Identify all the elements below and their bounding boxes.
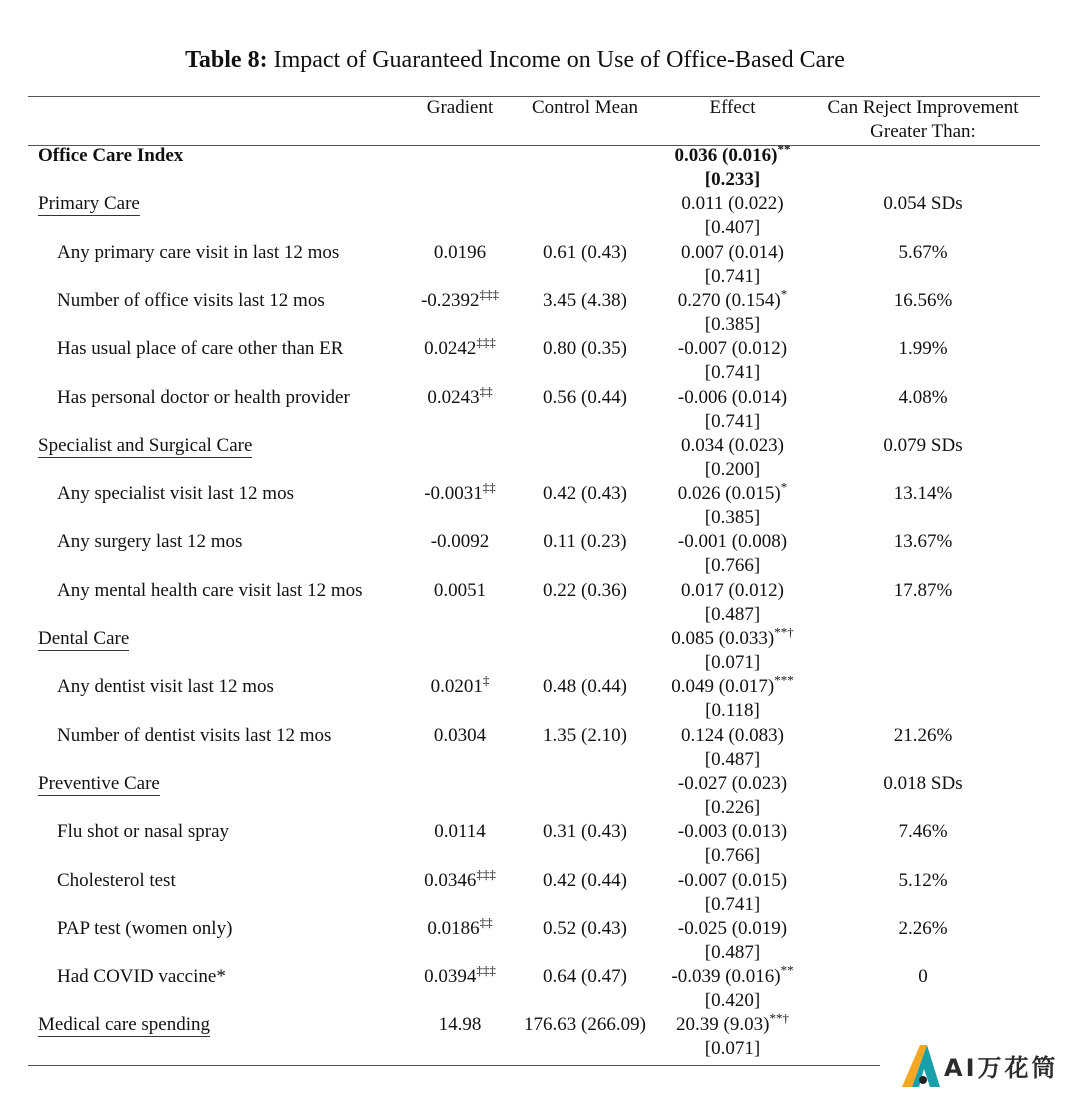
row-label: [57, 724, 331, 748]
gradient-number: 0.0243: [427, 387, 480, 408]
reject-threshold: [820, 965, 1026, 989]
q-value-text: [0.766]: [704, 555, 761, 576]
reject-threshold: [820, 482, 1026, 506]
effect-estimate: 0.034 (0.023): [681, 435, 784, 456]
table-caption: Impact of Guaranteed Income on Use of Office-Based Care: [267, 47, 845, 73]
q-value-text: [0.741]: [704, 894, 761, 915]
reject-threshold: [820, 820, 1026, 844]
effect-value: [655, 579, 810, 603]
effect-significance: **: [777, 141, 791, 157]
effect-estimate: -0.039 (0.016): [671, 966, 781, 987]
control-mean-value: [515, 1013, 655, 1037]
effect-estimate: -0.006 (0.014): [677, 387, 788, 408]
control-mean-text: 0.48 (0.44): [543, 676, 627, 697]
effect-value: [655, 1010, 810, 1037]
reject-threshold: [820, 241, 1026, 265]
q-value: [655, 941, 810, 965]
gradient-number: 0.0201: [430, 676, 483, 697]
effect-estimate: 0.026 (0.015): [677, 483, 781, 504]
q-value-text: [0.233]: [704, 169, 761, 190]
reject-threshold-text: 7.46%: [898, 821, 948, 842]
gradient-number: 0.0114: [434, 821, 486, 842]
table-number: Table 8:: [185, 47, 268, 73]
gradient-number: 0.0196: [433, 242, 487, 263]
effect-value: [655, 386, 810, 410]
q-value: [655, 651, 810, 675]
section-label: [38, 192, 140, 216]
control-mean-text: 0.56 (0.44): [543, 387, 627, 408]
effect-estimate: 0.085 (0.033): [671, 628, 775, 649]
reject-threshold-text: 1.99%: [898, 338, 948, 359]
row-label: [57, 675, 274, 699]
control-mean-value: [515, 530, 655, 554]
q-value: [655, 893, 810, 917]
row-label-text: Medical care spending: [38, 1014, 210, 1035]
gradient-value: [404, 820, 516, 844]
effect-estimate: 0.007 (0.014): [681, 242, 784, 263]
section-label: [38, 144, 183, 168]
row-label-text: Had COVID vaccine*: [57, 966, 226, 987]
q-value: [655, 168, 810, 192]
control-mean-text: 0.61 (0.43): [543, 242, 627, 263]
effect-estimate: -0.007 (0.015): [677, 870, 788, 891]
effect-significance: **†: [774, 624, 794, 640]
q-value-text: [0.385]: [704, 507, 761, 528]
effect-estimate: 0.036 (0.016): [674, 145, 778, 166]
reject-threshold-text: 5.12%: [898, 870, 948, 891]
q-value-text: [0.071]: [704, 652, 761, 673]
effect-estimate: 0.049 (0.017): [671, 676, 775, 697]
control-mean-value: [515, 724, 655, 748]
gradient-significance: ‡‡: [482, 479, 496, 495]
effect-estimate: 20.39 (9.03): [676, 1014, 770, 1035]
header-reject: [810, 96, 1036, 144]
reject-threshold-text: 13.67%: [893, 531, 953, 552]
gradient-number: 0.0186: [427, 918, 480, 939]
row-label: [57, 530, 242, 554]
row-label-text: Any specialist visit last 12 mos: [57, 483, 294, 504]
reject-threshold: [820, 917, 1026, 941]
q-value-text: [0.487]: [704, 749, 761, 770]
control-mean-value: [515, 965, 655, 989]
row-label: [57, 965, 226, 989]
gradient-significance: ‡: [482, 672, 490, 688]
q-value-text: [0.118]: [705, 700, 760, 721]
q-value-text: [0.420]: [704, 990, 761, 1011]
q-value-text: [0.741]: [704, 362, 761, 383]
reject-threshold-text: 0: [918, 966, 928, 987]
q-value-text: [0.741]: [704, 266, 761, 287]
effect-value: [655, 241, 810, 265]
effect-estimate: 0.124 (0.083): [681, 725, 784, 746]
control-mean-text: 0.64 (0.47): [543, 966, 627, 987]
gradient-number: 0.0394: [424, 966, 477, 987]
q-value: [655, 313, 810, 337]
control-mean-text: 0.52 (0.43): [543, 918, 627, 939]
q-value: [655, 410, 810, 434]
row-label-text: Specialist and Surgical Care: [38, 435, 253, 456]
effect-estimate: 0.270 (0.154): [677, 290, 781, 311]
control-mean-text: 3.45 (4.38): [543, 290, 627, 311]
effect-estimate: -0.003 (0.013): [677, 821, 788, 842]
control-mean-value: [515, 869, 655, 893]
control-mean-value: [515, 482, 655, 506]
gradient-value: [404, 579, 516, 603]
effect-value: [655, 672, 810, 699]
gradient-significance: ‡‡‡: [476, 334, 496, 350]
q-value: [655, 554, 810, 578]
reject-threshold: [820, 772, 1026, 796]
row-label: [57, 917, 232, 941]
gradient-value: [404, 479, 516, 506]
gradient-value: [404, 866, 516, 893]
header-effect: Effect: [709, 97, 756, 118]
control-mean-value: [515, 386, 655, 410]
control-mean-value: [515, 579, 655, 603]
section-label: [38, 434, 252, 458]
control-mean-value: [515, 337, 655, 361]
row-label: [57, 241, 339, 265]
gradient-value: [404, 914, 516, 941]
gradient-significance: ‡‡‡: [476, 866, 496, 882]
effect-value: [655, 286, 810, 313]
row-label-text: Preventive Care: [38, 773, 160, 794]
section-label: [38, 627, 129, 651]
row-label-text: Number of dentist visits last 12 mos: [57, 725, 332, 746]
gradient-number: 0.0051: [433, 580, 487, 601]
row-label-text: Number of office visits last 12 mos: [57, 290, 325, 311]
reject-threshold-text: 16.56%: [893, 290, 953, 311]
gradient-significance: ‡‡: [479, 914, 493, 930]
reject-threshold: [820, 869, 1026, 893]
q-value: [655, 796, 810, 820]
effect-estimate: -0.027 (0.023): [677, 773, 788, 794]
reject-threshold: [820, 386, 1026, 410]
reject-threshold: [820, 530, 1026, 554]
control-mean-text: 0.31 (0.43): [543, 821, 627, 842]
q-value-text: [0.200]: [704, 459, 761, 480]
header-reject-line1: Can Reject Improvement: [827, 97, 1019, 118]
effect-value: [655, 141, 810, 168]
row-label-text: Primary Care: [38, 193, 140, 214]
reject-threshold-text: 4.08%: [898, 387, 948, 408]
gradient-value: [404, 530, 516, 554]
control-mean-value: [515, 289, 655, 313]
q-value: [655, 216, 810, 240]
row-label-text: PAP test (women only): [57, 918, 233, 939]
effect-value: [655, 724, 810, 748]
gradient-significance: ‡‡: [479, 383, 493, 399]
effect-significance: **: [780, 962, 794, 978]
effect-value: [655, 624, 810, 651]
reject-threshold-text: 5.67%: [898, 242, 948, 263]
table-title: [0, 44, 1030, 76]
q-value: [655, 361, 810, 385]
q-value: [655, 603, 810, 627]
row-label-text: Flu shot or nasal spray: [57, 821, 230, 842]
q-value: [655, 989, 810, 1013]
row-label-text: Any dentist visit last 12 mos: [57, 676, 274, 697]
row-label: [57, 579, 363, 603]
effect-estimate: -0.007 (0.012): [677, 338, 788, 359]
control-mean-value: [515, 241, 655, 265]
q-value: [655, 458, 810, 482]
effect-estimate: 0.011 (0.022): [681, 193, 784, 214]
effect-significance: **†: [769, 1010, 789, 1026]
gradient-number: 0.0242: [424, 338, 477, 359]
q-value-text: [0.385]: [704, 314, 761, 335]
reject-threshold-text: 13.14%: [893, 483, 953, 504]
control-mean-text: 176.63 (266.09): [524, 1014, 646, 1035]
row-label: [57, 386, 350, 410]
effect-value: [655, 337, 810, 361]
gradient-value: [404, 241, 516, 265]
row-label: [57, 869, 176, 893]
reject-threshold: [820, 289, 1026, 313]
control-mean-value: [515, 675, 655, 699]
control-mean-value: [515, 917, 655, 941]
q-value: [655, 506, 810, 530]
effect-value: [655, 820, 810, 844]
row-label-text: Cholesterol test: [57, 870, 176, 891]
gradient-number: 0.0346: [424, 870, 477, 891]
effect-value: [655, 962, 810, 989]
bottom-rule: [28, 1065, 880, 1066]
gradient-number: -0.2392: [420, 290, 480, 311]
gradient-significance: ‡‡‡: [476, 962, 496, 978]
effect-significance: *: [780, 286, 788, 302]
reject-threshold-text: 21.26%: [893, 725, 953, 746]
section-label: [38, 1013, 210, 1037]
q-value: [655, 265, 810, 289]
gradient-number: 0.0304: [433, 725, 487, 746]
row-label-text: Has personal doctor or health provider: [57, 387, 350, 408]
effect-estimate: 0.017 (0.012): [681, 580, 784, 601]
control-mean-text: 0.22 (0.36): [543, 580, 627, 601]
q-value-text: [0.487]: [704, 942, 761, 963]
control-mean-text: 0.80 (0.35): [543, 338, 627, 359]
section-label: [38, 772, 160, 796]
control-mean-text: 1.35 (2.10): [543, 725, 627, 746]
row-label: [57, 482, 294, 506]
gradient-number: -0.0031: [424, 483, 483, 504]
q-value-text: [0.487]: [704, 604, 761, 625]
effect-significance: ***: [774, 672, 794, 688]
reject-threshold-text: 17.87%: [893, 580, 953, 601]
q-value-text: [0.226]: [704, 797, 761, 818]
gradient-value: [404, 724, 516, 748]
effect-significance: *: [780, 479, 788, 495]
q-value-text: [0.407]: [704, 217, 761, 238]
effect-estimate: -0.025 (0.019): [677, 918, 788, 939]
effect-value: [655, 917, 810, 941]
row-label: [57, 337, 343, 361]
row-label-text: Office Care Index: [38, 145, 184, 166]
q-value: [655, 699, 810, 723]
q-value: [655, 748, 810, 772]
reject-threshold-text: 0.054 SDs: [883, 193, 963, 214]
control-mean-text: 0.11 (0.23): [543, 531, 627, 552]
gradient-value: [404, 383, 516, 410]
gradient-number: -0.0092: [430, 531, 490, 552]
gradient-number: 14.98: [438, 1014, 482, 1035]
gradient-value: [404, 286, 516, 313]
reject-threshold: [820, 579, 1026, 603]
header-gradient: Gradient: [426, 97, 494, 118]
q-value-text: [0.071]: [704, 1038, 761, 1059]
row-label-text: Has usual place of care other than ER: [57, 338, 344, 359]
row-label-text: Any mental health care visit last 12 mos: [57, 580, 363, 601]
effect-value: [655, 434, 810, 458]
q-value-text: [0.741]: [704, 411, 761, 432]
q-value: [655, 1037, 810, 1061]
control-mean-text: 0.42 (0.44): [543, 870, 627, 891]
row-label: [57, 820, 229, 844]
effect-value: [655, 530, 810, 554]
gradient-value: [404, 334, 516, 361]
gradient-value: [404, 962, 516, 989]
q-value-text: [0.766]: [704, 845, 761, 866]
control-mean-value: [515, 820, 655, 844]
reject-threshold: [820, 724, 1026, 748]
header-control-mean: Control Mean: [531, 97, 639, 118]
effect-value: [655, 192, 810, 216]
reject-threshold-text: 0.079 SDs: [883, 435, 963, 456]
effect-estimate: -0.001 (0.008): [677, 531, 788, 552]
row-label-text: Any primary care visit in last 12 mos: [57, 242, 340, 263]
effect-value: [655, 772, 810, 796]
gradient-value: [404, 1013, 516, 1037]
header-reject-line2: Greater Than:: [870, 121, 976, 142]
watermark-text: AI万花筒: [944, 1054, 1059, 1082]
row-label-text: Dental Care: [38, 628, 130, 649]
effect-value: [655, 869, 810, 893]
gradient-significance: ‡‡‡: [479, 286, 500, 302]
row-label-text: Any surgery last 12 mos: [57, 531, 243, 552]
reject-threshold-text: 0.018 SDs: [883, 773, 963, 794]
row-label: [57, 289, 325, 313]
control-mean-text: 0.42 (0.43): [543, 483, 627, 504]
reject-threshold: [820, 192, 1026, 216]
reject-threshold: [820, 434, 1026, 458]
reject-threshold: [820, 337, 1026, 361]
effect-value: [655, 479, 810, 506]
q-value: [655, 844, 810, 868]
reject-threshold-text: 2.26%: [898, 918, 948, 939]
gradient-value: [404, 672, 516, 699]
